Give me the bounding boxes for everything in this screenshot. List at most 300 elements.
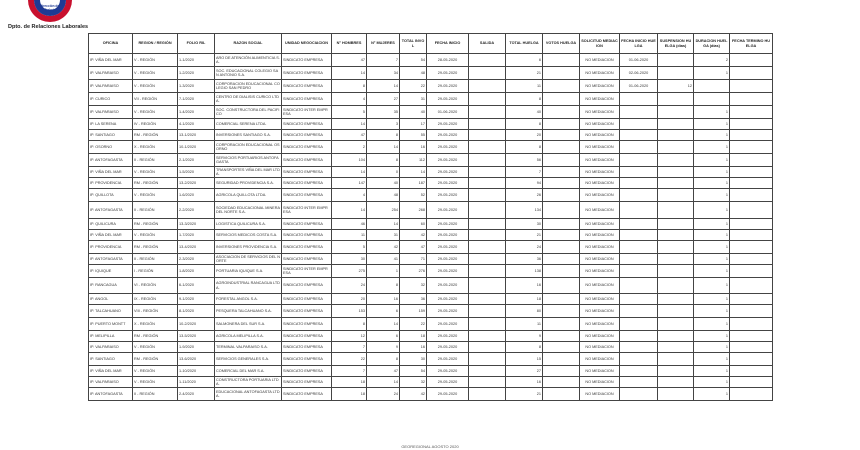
- table-cell: 12: [332, 331, 367, 342]
- table-cell: 54: [400, 54, 427, 67]
- table-cell: 1: [694, 254, 730, 265]
- table-cell: SERVICIOS PORTUARIOS ANTOFAGASTA: [215, 154, 282, 167]
- table-cell: IP. VALPARAISO: [89, 80, 133, 93]
- table-cell: SINDICATO EMPRESA: [282, 167, 332, 178]
- table-cell: [620, 294, 658, 305]
- table-cell: NO MEDIACION: [580, 80, 620, 93]
- table-row: [89, 80, 773, 93]
- table-cell: 29-05-2020: [427, 219, 469, 230]
- table-cell: SINDICATO EMPRESA: [282, 178, 332, 189]
- table-cell: CONSTRUCTORA PORTUARIA LTDA.: [215, 377, 282, 388]
- table-cell: 31: [367, 230, 400, 241]
- table-cell: II - REGIÓN: [133, 154, 178, 167]
- table-cell: 7: [506, 167, 543, 178]
- table-cell: 8: [506, 141, 543, 154]
- table-cell: 112: [400, 154, 427, 167]
- table-cell: [620, 141, 658, 154]
- table-cell: 13-2/2020: [178, 178, 215, 189]
- table-cell: 16: [400, 342, 427, 353]
- table-cell: [620, 278, 658, 294]
- table-cell: IP. ANTOFAGASTA: [89, 388, 133, 401]
- table-cell: 40: [506, 106, 543, 119]
- table-cell: [658, 388, 694, 401]
- table-cell: SINDICATO EMPRESA: [282, 154, 332, 167]
- table-cell: [543, 318, 580, 331]
- table-cell: 6: [367, 305, 400, 318]
- table-cell: 30: [506, 219, 543, 230]
- table-cell: IP. IQUIQUE: [89, 265, 133, 278]
- table-cell: 5: [332, 241, 367, 254]
- table-cell: 13-4/2020: [178, 241, 215, 254]
- table-cell: [658, 265, 694, 278]
- table-cell: 9-1/2020: [178, 294, 215, 305]
- table-cell: V - REGIÓN: [133, 67, 178, 80]
- table-row: [89, 366, 773, 377]
- table-cell: 2-3/2020: [178, 254, 215, 265]
- column-header: SOLICITUD MEDIACION: [580, 34, 620, 54]
- table-cell: 8: [367, 154, 400, 167]
- table-cell: [730, 353, 773, 366]
- table-cell: [620, 342, 658, 353]
- table-cell: NO MEDIACION: [580, 141, 620, 154]
- table-cell: 21: [506, 230, 543, 241]
- table-cell: 8: [506, 342, 543, 353]
- table-cell: RM - REGIÓN: [133, 219, 178, 230]
- table-cell: IP. ANGOL: [89, 294, 133, 305]
- table-cell: IP. ANTOFAGASTA: [89, 254, 133, 265]
- table-row: [89, 305, 773, 318]
- table-cell: [469, 178, 506, 189]
- table-cell: [543, 54, 580, 67]
- table-cell: 22: [400, 80, 427, 93]
- table-cell: 29-05-2020: [427, 294, 469, 305]
- table-cell: RM - REGIÓN: [133, 241, 178, 254]
- table-cell: [469, 167, 506, 178]
- table-cell: [469, 254, 506, 265]
- table-cell: NO MEDIACION: [580, 353, 620, 366]
- table-cell: [469, 278, 506, 294]
- table-cell: IP. SANTIAGO: [89, 353, 133, 366]
- table-cell: [469, 189, 506, 202]
- table-cell: [543, 331, 580, 342]
- table-cell: SINDICATO EMPRESA: [282, 230, 332, 241]
- table-cell: 8-1/2020: [178, 305, 215, 318]
- table-cell: [658, 241, 694, 254]
- table-row: [89, 265, 773, 278]
- table-cell: NO MEDIACION: [580, 294, 620, 305]
- table-cell: 8: [506, 119, 543, 130]
- table-cell: 16: [506, 278, 543, 294]
- table-cell: SINDICATO EMPRESA: [282, 54, 332, 67]
- table-cell: [620, 167, 658, 178]
- table-cell: [543, 278, 580, 294]
- table-cell: IP. QUILLOTA: [89, 189, 133, 202]
- table-cell: [620, 93, 658, 106]
- table-cell: 1-5/2020: [178, 167, 215, 178]
- table-cell: 7: [332, 366, 367, 377]
- table-cell: 1: [367, 265, 400, 278]
- table-cell: 36: [506, 254, 543, 265]
- table-cell: [658, 377, 694, 388]
- table-row: [89, 130, 773, 141]
- table-cell: 16: [367, 294, 400, 305]
- table-cell: [658, 93, 694, 106]
- table-cell: 187: [400, 178, 427, 189]
- table-cell: 2-4/2020: [178, 388, 215, 401]
- table-cell: 60: [400, 219, 427, 230]
- table-cell: [694, 80, 730, 93]
- table-cell: 29-05-2020: [427, 119, 469, 130]
- table-cell: 1: [694, 219, 730, 230]
- table-cell: [469, 67, 506, 80]
- table-cell: [658, 219, 694, 230]
- table-cell: SINDICATO EMPRESA: [282, 119, 332, 130]
- table-cell: NO MEDIACION: [580, 130, 620, 141]
- table-header-row: [89, 34, 773, 54]
- table-cell: 11: [506, 80, 543, 93]
- table-cell: [730, 219, 773, 230]
- table-cell: [543, 130, 580, 141]
- table-cell: V - REGIÓN: [133, 230, 178, 241]
- table-cell: 10-2/2020: [178, 318, 215, 331]
- table-cell: IP. PROVIDENCIA: [89, 178, 133, 189]
- table-cell: SEGURIDAD PROVIDENCIA S.A.: [215, 178, 282, 189]
- table-cell: [543, 388, 580, 401]
- table-cell: 11: [332, 230, 367, 241]
- table-cell: [658, 202, 694, 219]
- table-cell: IP. RANCAGUA: [89, 278, 133, 294]
- table-cell: RM - REGIÓN: [133, 130, 178, 141]
- table-cell: [620, 241, 658, 254]
- table-cell: 1: [694, 130, 730, 141]
- table-cell: 14: [367, 219, 400, 230]
- table-cell: V - REGIÓN: [133, 54, 178, 67]
- table-cell: PESQUERA TALCAHUANO S.A.: [215, 305, 282, 318]
- table-cell: [730, 167, 773, 178]
- table-cell: IP. PROVIDENCIA: [89, 241, 133, 254]
- table-cell: 29-05-2020: [427, 93, 469, 106]
- table-cell: 30: [400, 353, 427, 366]
- table-cell: 159: [400, 305, 427, 318]
- table-cell: [620, 219, 658, 230]
- table-cell: IP. TALCAHUANO: [89, 305, 133, 318]
- table-cell: SINDICATO EMPRESA: [282, 366, 332, 377]
- table-cell: [543, 230, 580, 241]
- table-cell: [658, 54, 694, 67]
- table-cell: 1-6/2020: [178, 189, 215, 202]
- table-cell: IP. ANTOFAGASTA: [89, 202, 133, 219]
- table-cell: 29-05-2020: [427, 189, 469, 202]
- table-cell: SINDICATO EMPRESA: [282, 342, 332, 353]
- table-cell: 28-05-2020: [427, 54, 469, 67]
- table-cell: 1-9/2020: [178, 342, 215, 353]
- table-cell: 104: [332, 154, 367, 167]
- table-cell: [658, 294, 694, 305]
- table-row: [89, 342, 773, 353]
- table-cell: 16: [400, 141, 427, 154]
- table-cell: 254: [367, 202, 400, 219]
- table-cell: 71: [400, 254, 427, 265]
- table-cell: [543, 353, 580, 366]
- table-cell: V - REGIÓN: [133, 106, 178, 119]
- table-cell: 276: [400, 265, 427, 278]
- table-cell: 1: [694, 106, 730, 119]
- table-cell: 29-05-2020: [427, 154, 469, 167]
- table-cell: [658, 254, 694, 265]
- table-cell: SINDICATO EMPRESA: [282, 353, 332, 366]
- table-cell: FORESTAL ANGOL S.A.: [215, 294, 282, 305]
- table-cell: [730, 141, 773, 154]
- table-cell: 1: [694, 167, 730, 178]
- table-cell: AGRICOLA QUILLOTA LTDA.: [215, 189, 282, 202]
- table-cell: SINDICATO EMPRESA: [282, 80, 332, 93]
- table-cell: 32: [400, 278, 427, 294]
- table-cell: 24: [506, 241, 543, 254]
- table-cell: [543, 119, 580, 130]
- table-cell: [730, 366, 773, 377]
- table-cell: 29-05-2020: [427, 130, 469, 141]
- table-cell: SINDICATO EMPRESA: [282, 141, 332, 154]
- table-cell: 1-1/2020: [178, 54, 215, 67]
- table-cell: SINDICATO EMPRESA: [282, 241, 332, 254]
- table-cell: 7: [332, 342, 367, 353]
- table-cell: 21: [506, 388, 543, 401]
- table-cell: IP. MELIPILLA: [89, 331, 133, 342]
- table-cell: 42: [400, 388, 427, 401]
- column-header: FOLIO RIL: [178, 34, 215, 54]
- table-cell: ARO DE ATENCIÓN ALIMENTICIA S.A.: [215, 54, 282, 67]
- table-cell: 56: [506, 154, 543, 167]
- table-cell: [543, 189, 580, 202]
- table-cell: 1-10/2020: [178, 366, 215, 377]
- table-cell: V - REGIÓN: [133, 80, 178, 93]
- table-body: [89, 54, 773, 401]
- table-cell: IX - REGIÓN: [133, 294, 178, 305]
- table-cell: 1: [694, 388, 730, 401]
- table-cell: SINDICATO EMPRESA: [282, 377, 332, 388]
- table-cell: [620, 130, 658, 141]
- table-cell: IP. VALPARAISO: [89, 106, 133, 119]
- column-header: DURACION HUELGA (días): [694, 34, 730, 54]
- table-cell: NO MEDIACION: [580, 388, 620, 401]
- table-cell: 29-05-2020: [427, 167, 469, 178]
- table-cell: 8: [332, 80, 367, 93]
- table-cell: [469, 93, 506, 106]
- table-cell: 8: [506, 93, 543, 106]
- table-row: [89, 178, 773, 189]
- table-cell: [469, 294, 506, 305]
- table-row: [89, 93, 773, 106]
- table-cell: [730, 265, 773, 278]
- table-cell: 40: [367, 178, 400, 189]
- table-cell: [469, 388, 506, 401]
- table-cell: 18: [332, 388, 367, 401]
- table-cell: [469, 353, 506, 366]
- table-cell: 34: [367, 67, 400, 80]
- table-cell: [543, 254, 580, 265]
- table-row: [89, 254, 773, 265]
- table-cell: TRANSPORTES VIÑA DEL MAR LTDA.: [216, 167, 280, 176]
- table-cell: [620, 230, 658, 241]
- table-cell: 1: [694, 353, 730, 366]
- table-cell: [469, 141, 506, 154]
- table-cell: 02-06-2020: [620, 67, 658, 80]
- table-cell: 29-05-2020: [427, 80, 469, 93]
- table-cell: [543, 241, 580, 254]
- column-header: FECHA INICIO HUELGA: [620, 34, 658, 54]
- table-cell: [730, 54, 773, 67]
- table-row: [89, 154, 773, 167]
- table-cell: CORPORACION EDUCACIONAL COLEGIO SAN PEDRO: [215, 80, 282, 93]
- table-cell: NO MEDIACION: [580, 167, 620, 178]
- table-cell: [620, 178, 658, 189]
- table-cell: 10-1/2020: [178, 141, 215, 154]
- table-cell: [620, 202, 658, 219]
- table-cell: 40: [400, 106, 427, 119]
- svg-text:Dirección del: Dirección del: [39, 4, 61, 8]
- table-cell: [543, 294, 580, 305]
- table-cell: [469, 377, 506, 388]
- table-cell: [543, 178, 580, 189]
- table-cell: SINDICATO EMPRESA: [282, 388, 332, 401]
- table-cell: NO MEDIACION: [580, 230, 620, 241]
- table-cell: NO MEDIACION: [580, 119, 620, 130]
- table-cell: IP. OSORNO: [89, 141, 133, 154]
- table-cell: 18: [506, 294, 543, 305]
- table-cell: 47: [400, 241, 427, 254]
- table-cell: IP. VIÑA DEL MAR: [89, 54, 133, 67]
- table-cell: 2-2/2020: [178, 202, 215, 219]
- table-cell: 14: [367, 141, 400, 154]
- table-cell: [730, 342, 773, 353]
- table-cell: [620, 254, 658, 265]
- table-cell: [730, 202, 773, 219]
- table-cell: 1: [694, 141, 730, 154]
- table-cell: NO MEDIACION: [580, 254, 620, 265]
- table-cell: [730, 305, 773, 318]
- column-header: N° HOMBRES: [332, 34, 367, 54]
- table-cell: [730, 331, 773, 342]
- table-cell: 18: [332, 377, 367, 388]
- table-cell: 20: [332, 294, 367, 305]
- table-cell: [658, 178, 694, 189]
- table-cell: IP. LA SERENA: [89, 119, 133, 130]
- table-cell: 20: [506, 130, 543, 141]
- table-cell: 29-05-2020: [427, 67, 469, 80]
- table-cell: X - REGIÓN: [133, 141, 178, 154]
- table-cell: [730, 318, 773, 331]
- table-cell: 13-3/2020: [178, 219, 215, 230]
- table-cell: [469, 106, 506, 119]
- table-cell: 22: [332, 353, 367, 366]
- table-cell: SINDICATO EMPRESA: [282, 219, 332, 230]
- table-cell: [658, 189, 694, 202]
- table-cell: 3: [367, 119, 400, 130]
- table-cell: 35: [367, 106, 400, 119]
- table-cell: NO MEDIACION: [580, 342, 620, 353]
- table-cell: IP. CURICO: [89, 93, 133, 106]
- table-cell: 14: [332, 119, 367, 130]
- table-cell: SOC. CONSTRUCTORA DEL PACIFICO: [215, 106, 282, 119]
- table-row: [89, 353, 773, 366]
- table-cell: 1: [694, 342, 730, 353]
- table-cell: 8: [332, 318, 367, 331]
- table-cell: 275: [332, 265, 367, 278]
- table-cell: [543, 93, 580, 106]
- table-cell: 8: [367, 278, 400, 294]
- table-cell: 13-5/2020: [178, 331, 215, 342]
- table-cell: 1: [694, 366, 730, 377]
- table-cell: SINDICATO EMPRESA: [282, 254, 332, 265]
- table-cell: 1: [694, 294, 730, 305]
- table-cell: IP. SANTIAGO: [89, 130, 133, 141]
- table-cell: LOGISTICA QUILICURA S.A.: [215, 219, 282, 230]
- table-cell: 27: [506, 366, 543, 377]
- table-cell: [620, 189, 658, 202]
- table-cell: 16: [506, 377, 543, 388]
- table-cell: SINDICATO EMPRESA: [282, 305, 332, 318]
- column-header: VOTOS HUELGA: [543, 34, 580, 54]
- table-cell: 29-05-2020: [427, 331, 469, 342]
- table-cell: [658, 278, 694, 294]
- table-cell: CENTRO DE DIALISIS CURICO LTDA.: [215, 93, 282, 106]
- table-cell: 1-8/2020: [178, 265, 215, 278]
- table-cell: INVERSIONES SANTIAGO S.A.: [215, 130, 282, 141]
- table-cell: [730, 254, 773, 265]
- table-cell: SINDICATO EMPRESA: [282, 130, 332, 141]
- table-cell: 36: [400, 294, 427, 305]
- table-cell: 29-05-2020: [427, 202, 469, 219]
- table-cell: [469, 219, 506, 230]
- table-cell: 29-05-2020: [427, 141, 469, 154]
- table-cell: [543, 342, 580, 353]
- table-cell: 52: [400, 189, 427, 202]
- table-cell: 1: [694, 67, 730, 80]
- column-header: N° MUJERES: [367, 34, 400, 54]
- table-cell: [469, 202, 506, 219]
- table-cell: [469, 241, 506, 254]
- table-cell: 6-1/2020: [178, 278, 215, 294]
- table-cell: 1: [694, 202, 730, 219]
- column-header: UNIDAD NEGOCIACION: [282, 34, 332, 54]
- column-header: TOTAL INVOL: [400, 34, 427, 54]
- table-cell: [469, 80, 506, 93]
- table-cell: INVERSIONES PROVIDENCIA S.A.: [215, 241, 282, 254]
- direccion-del-trabajo-logo: [22, 0, 78, 22]
- table-cell: [620, 366, 658, 377]
- table-cell: I - REGIÓN: [133, 265, 178, 278]
- column-header: FECHA TERMINO HUELGA: [730, 34, 773, 54]
- table-cell: [620, 154, 658, 167]
- table-cell: NO MEDIACION: [580, 377, 620, 388]
- table-cell: 29-05-2020: [427, 254, 469, 265]
- table-cell: 1-2/2020: [178, 67, 215, 80]
- table-cell: 4-1/2020: [178, 119, 215, 130]
- table-row: [89, 219, 773, 230]
- table-cell: [543, 154, 580, 167]
- table-cell: NO MEDIACION: [580, 67, 620, 80]
- table-cell: 80: [506, 305, 543, 318]
- table-cell: AGRICOLA MELIPILLA S.A.: [215, 331, 282, 342]
- table-cell: 0: [367, 167, 400, 178]
- table-cell: 29-05-2020: [427, 342, 469, 353]
- table-cell: V - REGIÓN: [133, 366, 178, 377]
- table-cell: 01-06-2020: [620, 80, 658, 93]
- strikes-table: [88, 33, 773, 401]
- table-row: [89, 241, 773, 254]
- table-cell: [469, 119, 506, 130]
- table-cell: 15: [506, 353, 543, 366]
